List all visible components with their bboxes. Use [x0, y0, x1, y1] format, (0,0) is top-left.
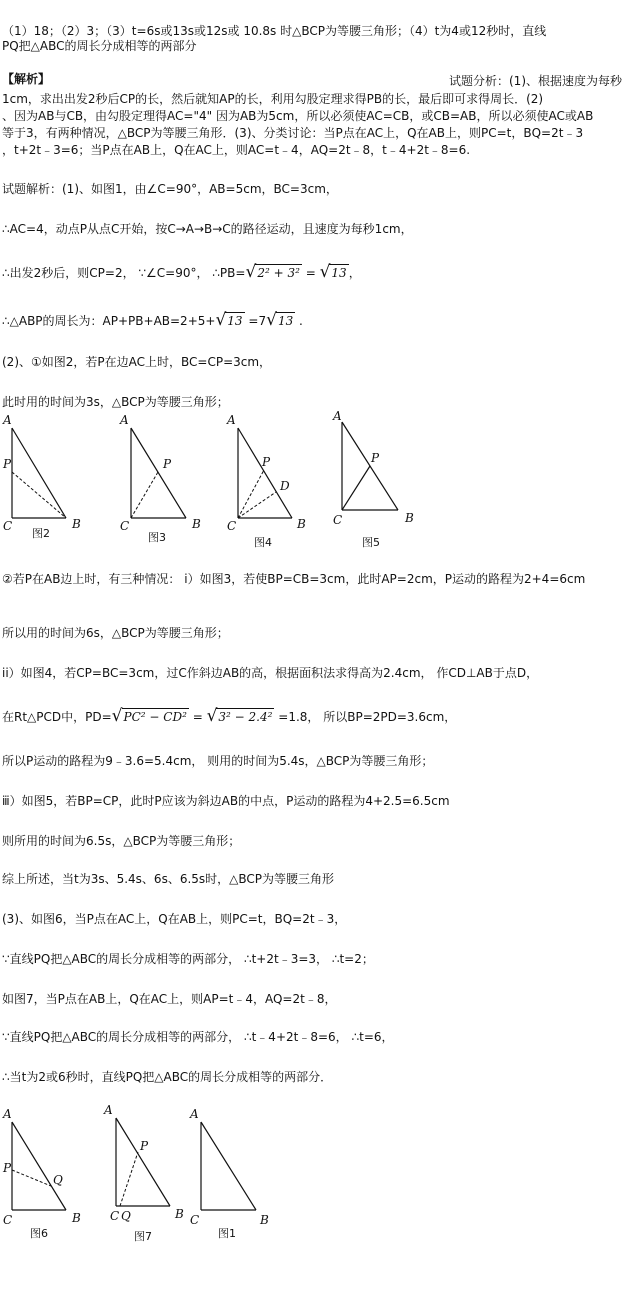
fig7-label-A: A: [104, 1103, 113, 1117]
analysis-para-4: ，t+2t﹣3=6；当P点在AB上，Q在AC上，则AC=t﹣4，AQ=2t﹣8，t﹣4+2t﹣8=6.: [2, 143, 471, 157]
perimeter-text: ∴△ABP的周长为：AP+PB+AB=2+5+: [2, 314, 216, 328]
fig1-label-C: C: [190, 1213, 200, 1227]
radical-sign: √: [245, 262, 257, 282]
solution-line-10: [2, 708, 456, 725]
figure-5: [332, 410, 414, 549]
fig4-label-P: P: [262, 455, 271, 469]
fig3-label-B: B: [192, 517, 201, 531]
fig5-caption: 图5: [362, 536, 380, 549]
solution-line-14: 综上所述，当t为3s、5.4s、6s、6.5s时，△BCP为等腰三角形: [2, 872, 335, 886]
fig3-label-A: A: [120, 413, 129, 427]
solution-line-19: ∴当t为2或6秒时，直线PQ把△ABC的周长分成相等的两部分．: [2, 1070, 333, 1084]
fig6-label-Q: Q: [53, 1173, 63, 1187]
fig1-label-B: B: [260, 1213, 269, 1227]
solution-line-18: ∵直线PQ把△ABC的周长分成相等的两部分， ∴t﹣4+2t﹣8=6， ∴t=6，: [2, 1030, 394, 1044]
solution-line-6: 此时用的时间为3s，△BCP为等腰三角形；: [2, 395, 229, 409]
fig7-caption: 图7: [134, 1230, 152, 1243]
fig6-label-B: B: [72, 1211, 81, 1225]
fig2-label-C: C: [3, 519, 13, 533]
pd-result: =1.8， 所以BP=2PD=3.6cm，: [274, 710, 457, 724]
equals: =: [301, 266, 320, 280]
radical-pc-cd: PC² − CD²: [123, 710, 187, 724]
figure-6: [2, 1107, 81, 1240]
solution-line-2: ∴AC=4，动点P从点C开始，按C→A→B→C的路径运动，且速度为每秒1cm，: [2, 222, 413, 236]
fig4-label-D: D: [280, 479, 290, 493]
fig7-label-B: B: [175, 1207, 184, 1221]
figures-2-to-5: [0, 410, 630, 560]
analysis-para-3: 等于3，有两种情况，△BCP为等腰三角形．(3)、分类讨论：当P点在AC上，Q在AB上，则PC=t，BQ=2t﹣3: [2, 126, 584, 140]
answer-line-1: （1）18；（2）3；（3）t=6s或13s或12s或 10.8s 时△BCP为等腰三角形；（4）t为4或12秒时，直线: [2, 24, 547, 38]
analysis-para-2: 、因为AB与CB，由勾股定理得AC="4" 因为AB为5cm，所以必须使AC=CB，或CB=AB，所以必须使AC或AB: [2, 109, 594, 123]
solution-line-7: ②若P在AB边上时，有三种情况： i）如图3，若使BP=CB=3cm，此时AP=2cm，P运动的路程为2+4=6cm: [2, 572, 586, 586]
radical-sign: √: [215, 310, 227, 330]
radical-sign: √: [266, 310, 277, 330]
fig1-label-A: A: [190, 1107, 199, 1121]
fig5-label-C: C: [333, 513, 343, 527]
fig2-caption: 图2: [32, 527, 50, 540]
fig2-label-B: B: [72, 517, 81, 531]
solution-line-17: 如图7，当P点在AB上，Q在AC上，则AP=t﹣4，AQ=2t﹣8，: [2, 992, 337, 1006]
figures-6-7-1: [0, 1100, 630, 1250]
fig6-label-C: C: [3, 1213, 13, 1227]
fig6-label-A: A: [3, 1107, 12, 1121]
fig3-label-P: P: [163, 457, 172, 471]
radical-sign: √: [319, 262, 331, 282]
analysis-intro: 试题分析：(1)、根据速度为每秒: [449, 74, 622, 88]
fig4-label-A: A: [227, 413, 236, 427]
figure-2: [2, 413, 81, 540]
solution-line-12: ⅲ）如图5，若BP=CP，此时P应该为斜边AB的中点，P运动的路程为4+2.5=6.5cm: [2, 794, 450, 808]
fig3-caption: 图3: [148, 531, 166, 544]
radical-13-second: 13: [277, 314, 294, 328]
equals-seven: =7: [244, 314, 267, 328]
figure-3: [119, 413, 201, 544]
fig5-label-A: A: [333, 410, 342, 423]
fig2-label-P: P: [3, 457, 12, 471]
fig4-caption: 图4: [254, 536, 272, 549]
fig7-label-C: C: [110, 1209, 120, 1223]
analysis-heading: 【解析】: [2, 72, 51, 86]
figure-4: [226, 413, 306, 549]
answer-line-2: PQ把△ABC的周长分成相等的两部分: [2, 39, 197, 53]
period: .: [295, 314, 303, 328]
fig1-caption: 图1: [218, 1227, 236, 1240]
solution-line-16: ∵直线PQ把△ABC的周长分成相等的两部分， ∴t+2t﹣3=3， ∴t=2；: [2, 952, 374, 966]
pd-text: 在Rt△PCD中，PD=: [2, 710, 112, 724]
solution-line-5: (2)、①如图2，若P在边AC上时，BC=CP=3cm，: [2, 355, 272, 369]
radical-2sq-plus-3sq: 2² + 3²: [257, 266, 300, 280]
equals: =: [188, 710, 207, 724]
fig7-label-P: P: [140, 1139, 149, 1153]
solution-line-1: 试题解析：(1)、如图1，由∠C=90°，AB=5cm，BC=3cm，: [2, 182, 338, 196]
fig6-label-P: P: [3, 1161, 12, 1175]
radical-sign: √: [206, 706, 218, 726]
radical-13: 13: [227, 314, 243, 328]
figure-1: [189, 1107, 269, 1240]
solution-line-3: [2, 264, 361, 281]
solution-line-11: 所以P运动的路程为9﹣3.6=5.4cm， 则用的时间为5.4s，△BCP为等腰三角形；: [2, 754, 434, 768]
radical-sign: √: [111, 706, 123, 726]
fig6-caption: 图6: [30, 1227, 48, 1240]
fig3-label-C: C: [120, 519, 130, 533]
analysis-para-1: 1cm，求出出发2秒后CP的长，然后就知AP的长，利用勾股定理求得PB的长，最后即可求得周长．(2): [2, 92, 544, 106]
solution-line-3-text: ∴出发2秒后，则CP=2， ∵∠C=90°， ∴PB=: [2, 266, 246, 280]
radical-3-24: 3² − 2.4²: [218, 710, 273, 724]
solution-line-9: ii）如图4，若CP=BC=3cm，过C作斜边AB的高，根据面积法求得高为2.4cm， 作CD⊥AB于点D，: [2, 666, 539, 680]
solution-line-13: 则所用的时间为6.5s，△BCP为等腰三角形；: [2, 834, 241, 848]
fig7-label-Q: Q: [121, 1209, 131, 1223]
fig4-label-B: B: [297, 517, 306, 531]
radical-13: 13: [331, 266, 347, 280]
fig4-label-C: C: [227, 519, 237, 533]
solution-line-8: 所以用的时间为6s，△BCP为等腰三角形；: [2, 626, 229, 640]
fig5-label-B: B: [405, 511, 414, 525]
solution-line-15: (3)、如图6，当P点在AC上，Q在AB上，则PC=t，BQ=2t﹣3，: [2, 912, 347, 926]
fig5-label-P: P: [371, 451, 380, 465]
solution-line-4: [2, 312, 303, 329]
figure-7: [103, 1103, 184, 1243]
fig2-label-A: A: [3, 413, 12, 427]
comma: ，: [348, 266, 361, 280]
